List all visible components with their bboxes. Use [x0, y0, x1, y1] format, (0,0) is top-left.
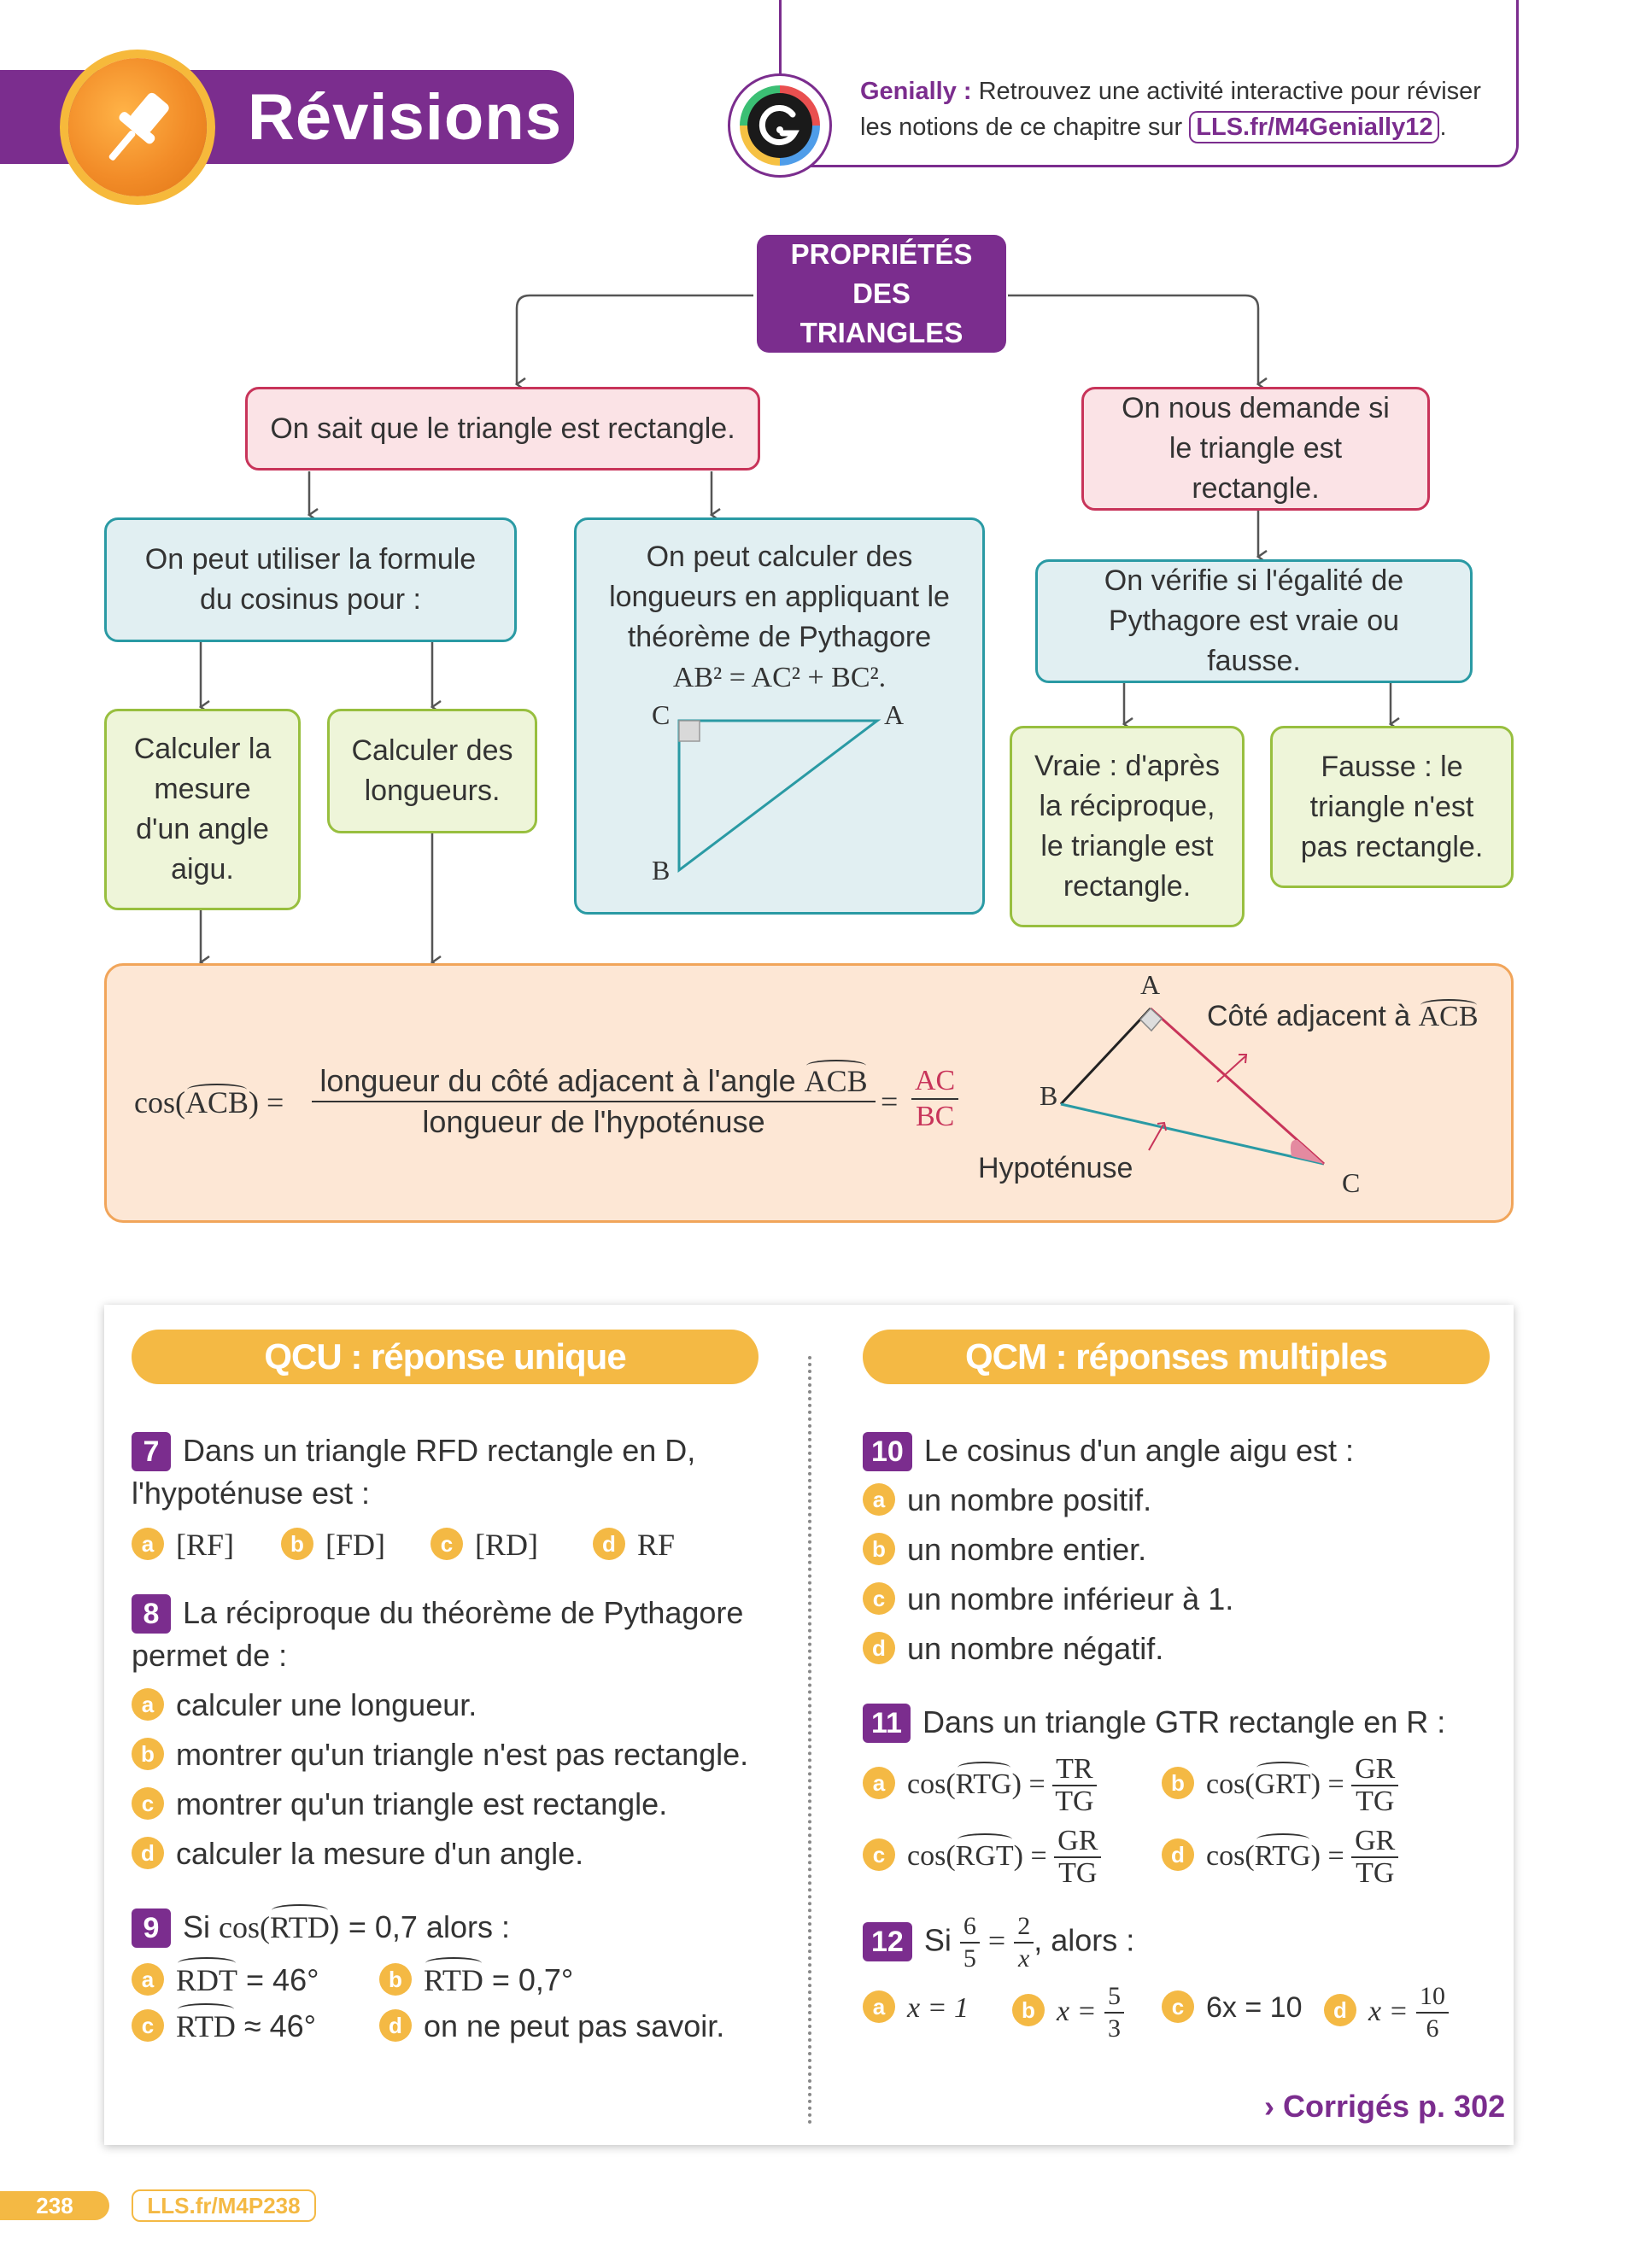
pythagore-text: On peut calculer des longueurs en appliquant le théorème de Pythagore — [609, 541, 950, 653]
q12-f2-num: 2 — [1014, 1911, 1034, 1944]
q8-option-c-letter: c — [132, 1787, 164, 1820]
known-right-triangle-box: On sait que le triangle est rectangle. — [245, 387, 760, 471]
q7-option-b-text: [FD] — [325, 1528, 385, 1562]
cosine-formula-box: On peut utiliser la formule du cosinus pour : — [104, 517, 517, 642]
q7-option-c-text: [RD] — [475, 1528, 538, 1562]
q9-option-d-text: on ne peut pas savoir. — [424, 2008, 725, 2043]
cos-numerator: longueur du côté adjacent à l'angle — [319, 1063, 796, 1098]
verify-equality-box: On vérifie si l'égalité de Pythagore est vraie ou fausse. — [1035, 559, 1473, 683]
q12-option-a-letter: a — [863, 1990, 895, 2023]
cos-lhs — [134, 1085, 284, 1119]
cos-ratio — [312, 1061, 876, 1142]
genially-text-1: Retrouvez une activité interactive pour réviser — [978, 78, 1481, 105]
qcu-column — [132, 1429, 774, 2055]
q9-option-c-val: ≈ 46° — [243, 2008, 317, 2043]
chevron-right-icon: › — [1264, 2089, 1274, 2124]
q11-option-c-den: TG — [1058, 1857, 1098, 1889]
q8-option-b[interactable] — [132, 1733, 774, 1776]
q7-option-a-text: [RF] — [176, 1528, 235, 1562]
q11-option-c-letter: c — [863, 1838, 895, 1871]
q11-number: 11 — [863, 1704, 911, 1743]
q11-option-b-num: GR — [1351, 1754, 1398, 1786]
cos-denominator: longueur de l'hypoténuse — [422, 1104, 765, 1139]
q10-option-a[interactable] — [863, 1479, 1495, 1522]
cos-vertex-C: C — [1342, 1167, 1361, 1198]
q9-number: 9 — [132, 1909, 171, 1948]
q7-option-b-letter: b — [281, 1528, 313, 1560]
q10-option-b-letter: b — [863, 1533, 895, 1565]
cosine-definition-box — [104, 963, 1514, 1223]
q12-option-d-den: 6 — [1426, 2014, 1439, 2043]
q8-number: 8 — [132, 1594, 171, 1634]
tri1-label-A: A — [884, 699, 905, 730]
cos-lhs-angle: ACB — [184, 1085, 249, 1119]
genially-label: Genially : — [860, 78, 972, 105]
qcm-column — [863, 1429, 1495, 2049]
q12-option-b[interactable] — [1012, 1981, 1124, 2044]
cos-vertex-A: A — [1140, 969, 1161, 1000]
q12-option-b-letter: b — [1012, 1994, 1045, 2026]
q9-angle: RTD — [270, 1906, 330, 1949]
q12-options — [863, 1981, 1495, 2049]
q11-option-d-den: TG — [1356, 1857, 1395, 1889]
q7-option-d[interactable] — [593, 1523, 675, 1566]
q7 — [132, 1429, 774, 1515]
q10-option-a-text: un nombre positif. — [907, 1482, 1152, 1517]
q12-option-c[interactable] — [1162, 1986, 1302, 2029]
q7-option-d-text: RF — [637, 1528, 676, 1562]
q11-options — [863, 1754, 1495, 1899]
label-adjacent-text: Côté adjacent à — [1207, 1000, 1411, 1032]
q11-option-a[interactable]: a cos(RTG) = $\frac{TR}{TG}$ — [863, 1754, 1097, 1817]
q9-pre: Si — [183, 1909, 211, 1944]
q11-option-a-den: TG — [1055, 1786, 1094, 1817]
q9-option-b-angle: RTD — [424, 1959, 483, 2002]
q9-option-b-val: = 0,7° — [491, 1962, 574, 1997]
q10 — [863, 1429, 1495, 1472]
q7-number: 7 — [132, 1432, 171, 1471]
tri1-label-C: C — [652, 699, 671, 730]
q10-option-b-text: un nombre entier. — [907, 1532, 1147, 1567]
cos-lhs-close: ) = — [249, 1085, 284, 1119]
q12-option-b-num: 5 — [1104, 1981, 1124, 2014]
q11-option-b-letter: b — [1162, 1767, 1194, 1799]
q11-option-a-letter: a — [863, 1767, 895, 1799]
right-triangle-figure — [577, 704, 987, 883]
q12 — [863, 1911, 1495, 1974]
corriges-text: Corrigés p. 302 — [1283, 2089, 1506, 2124]
q12-option-d[interactable] — [1324, 1981, 1449, 2044]
pythagore-formula: AB² = AC² + BC². — [672, 662, 887, 693]
label-hypotenuse: Hypoténuse — [978, 1152, 1133, 1184]
q9-option-b-letter: b — [379, 1963, 412, 1996]
q7-options — [132, 1523, 774, 1566]
q12-si: Si — [923, 1922, 952, 1958]
q9-option-a-letter: a — [132, 1963, 164, 1996]
q11-option-b-angle: GRT — [1255, 1763, 1311, 1806]
q10-option-a-letter: a — [863, 1483, 895, 1516]
cos-frac-den: BC — [915, 1101, 955, 1132]
page-number: 238 — [0, 2191, 109, 2220]
label-adjacent-angle: ACB — [1418, 1001, 1479, 1032]
q7-text: Dans un triangle RFD rectangle en D, l'hypoténuse est : — [132, 1433, 696, 1511]
q11-option-c-angle: RGT — [956, 1835, 1014, 1878]
q8-option-d[interactable] — [132, 1833, 774, 1875]
q11-option-b[interactable]: b cos(GRT) = $\frac{GR}{TG}$ — [1162, 1754, 1398, 1817]
corriges-link[interactable] — [1264, 2089, 1506, 2125]
q11-option-b-den: TG — [1356, 1786, 1395, 1817]
cos-numerator-angle: ACB — [805, 1061, 868, 1101]
panel-divider — [808, 1356, 811, 2125]
q10-option-d[interactable] — [863, 1628, 1495, 1670]
pythagore-box — [574, 517, 985, 915]
q12-alors: , alors : — [1034, 1922, 1135, 1958]
genially-end: . — [1439, 114, 1447, 141]
q9-post: ) = 0,7 alors : — [329, 1909, 510, 1944]
q8-text: La réciproque du théorème de Pythagore permet de : — [132, 1595, 744, 1673]
asked-right-triangle-box: On nous demande si le triangle est rectangle. — [1081, 387, 1430, 511]
q10-option-b[interactable] — [863, 1529, 1495, 1571]
tri1-label-B: B — [652, 855, 671, 886]
calc-angle-box: Calculer la mesure d'un angle aigu. — [104, 709, 301, 910]
q12-f1-den: 5 — [963, 1944, 976, 1973]
q9-option-c-angle: RTD — [176, 2005, 236, 2048]
footer-link[interactable]: LLS.fr/M4P238 — [132, 2189, 316, 2222]
q10-option-c-letter: c — [863, 1582, 895, 1615]
root-properties-box: PROPRIÉTÉS DES TRIANGLES — [757, 235, 1006, 353]
q8 — [132, 1592, 774, 1677]
q11-option-c-num: GR — [1054, 1826, 1101, 1858]
q9-option-a-val: = 46° — [246, 1962, 319, 1997]
q10-option-c-text: un nombre inférieur à 1. — [907, 1581, 1234, 1616]
q8-option-c[interactable] — [132, 1783, 774, 1826]
true-case-box: Vraie : d'après la réciproque, le triangle est rectangle. — [1010, 726, 1245, 927]
q9-option-a[interactable] — [132, 1959, 319, 2002]
q9-option-c-letter: c — [132, 2009, 164, 2042]
q10-option-c[interactable] — [863, 1578, 1495, 1621]
q11-option-d-letter: d — [1162, 1838, 1194, 1871]
q11-option-c[interactable]: c cos(RGT) = $\frac{GR}{TG}$ — [863, 1826, 1101, 1889]
q8-option-a-letter: a — [132, 1688, 164, 1721]
q12-option-d-pre: x = — [1368, 1995, 1409, 2027]
cos-vertex-B: B — [1040, 1080, 1058, 1111]
q12-option-c-letter: c — [1162, 1990, 1194, 2023]
q12-option-a[interactable] — [863, 1986, 969, 2030]
q11-text: Dans un triangle GTR rectangle en R : — [922, 1704, 1446, 1739]
q8-option-a-text: calculer une longueur. — [176, 1687, 477, 1722]
q9-options — [132, 1959, 774, 2055]
q11-option-d[interactable]: d cos(RTG) = $\frac{GR}{TG}$ — [1162, 1826, 1398, 1889]
q9-option-d-letter: d — [379, 2009, 412, 2042]
q10-text: Le cosinus d'un angle aigu est : — [923, 1433, 1355, 1468]
q8-option-b-letter: b — [132, 1738, 164, 1770]
q9-option-b[interactable] — [379, 1959, 573, 2002]
q7-option-a[interactable] — [132, 1523, 234, 1566]
q8-option-c-text: montrer qu'un triangle est rectangle. — [176, 1786, 668, 1821]
q12-number: 12 — [863, 1922, 912, 1961]
q9-option-a-angle: RDT — [176, 1959, 237, 2002]
false-case-box: Fausse : le triangle n'est pas rectangle. — [1270, 726, 1514, 888]
q7-option-b[interactable] — [281, 1523, 385, 1566]
q12-option-c-text: 6x = 10 — [1206, 1991, 1303, 2024]
q12-option-a-text: x = 1 — [907, 1992, 969, 2024]
q8-option-b-text: montrer qu'un triangle n'est pas rectangle. — [176, 1737, 749, 1772]
q9-option-c[interactable] — [132, 2005, 316, 2048]
genially-link[interactable]: LLS.fr/M4Genially12 — [1189, 111, 1439, 143]
q11-option-d-num: GR — [1351, 1826, 1398, 1858]
label-adjacent-side — [1207, 1000, 1479, 1033]
qcm-title: QCM : réponses multiples — [863, 1330, 1490, 1384]
q9-option-d[interactable] — [379, 2005, 724, 2048]
q10-number: 10 — [863, 1432, 912, 1471]
q12-option-d-num: 10 — [1416, 1981, 1449, 2014]
q9-cos: cos( — [219, 1910, 271, 1944]
q7-option-d-letter: d — [593, 1528, 625, 1560]
q11-option-d-angle: RTG — [1255, 1835, 1311, 1878]
qcu-title: QCU : réponse unique — [132, 1330, 758, 1384]
q12-option-b-den: 3 — [1108, 2014, 1121, 2043]
calc-lengths-box: Calculer des longueurs. — [327, 709, 537, 833]
q12-eq: = — [987, 1923, 1006, 1958]
q10-option-d-letter: d — [863, 1632, 895, 1664]
q11-option-a-num: TR — [1052, 1754, 1096, 1786]
q10-option-d-text: un nombre négatif. — [907, 1631, 1164, 1666]
q7-option-c-letter: c — [430, 1528, 463, 1560]
q12-f1-num: 6 — [960, 1911, 980, 1944]
page-title: Révisions — [248, 81, 563, 154]
cos-frac-num: AC — [911, 1064, 958, 1100]
q7-option-c[interactable] — [430, 1523, 538, 1566]
cos-eq: = — [881, 1084, 899, 1119]
q12-option-d-letter: d — [1324, 1994, 1356, 2026]
q12-option-b-pre: x = — [1057, 1995, 1097, 2027]
cos-lhs-label: cos( — [134, 1085, 185, 1119]
q8-option-d-letter: d — [132, 1837, 164, 1869]
q12-f2-den: x — [1018, 1944, 1030, 1973]
q8-option-d-text: calculer la mesure d'un angle. — [176, 1836, 584, 1871]
cos-frac — [911, 1064, 958, 1134]
q11-option-a-angle: RTG — [956, 1763, 1012, 1806]
q11 — [863, 1701, 1495, 1744]
q9 — [132, 1906, 774, 1949]
q8-option-a[interactable] — [132, 1684, 774, 1727]
q7-option-a-letter: a — [132, 1528, 164, 1560]
genially-text-2: les notions de ce chapitre sur — [860, 114, 1183, 141]
